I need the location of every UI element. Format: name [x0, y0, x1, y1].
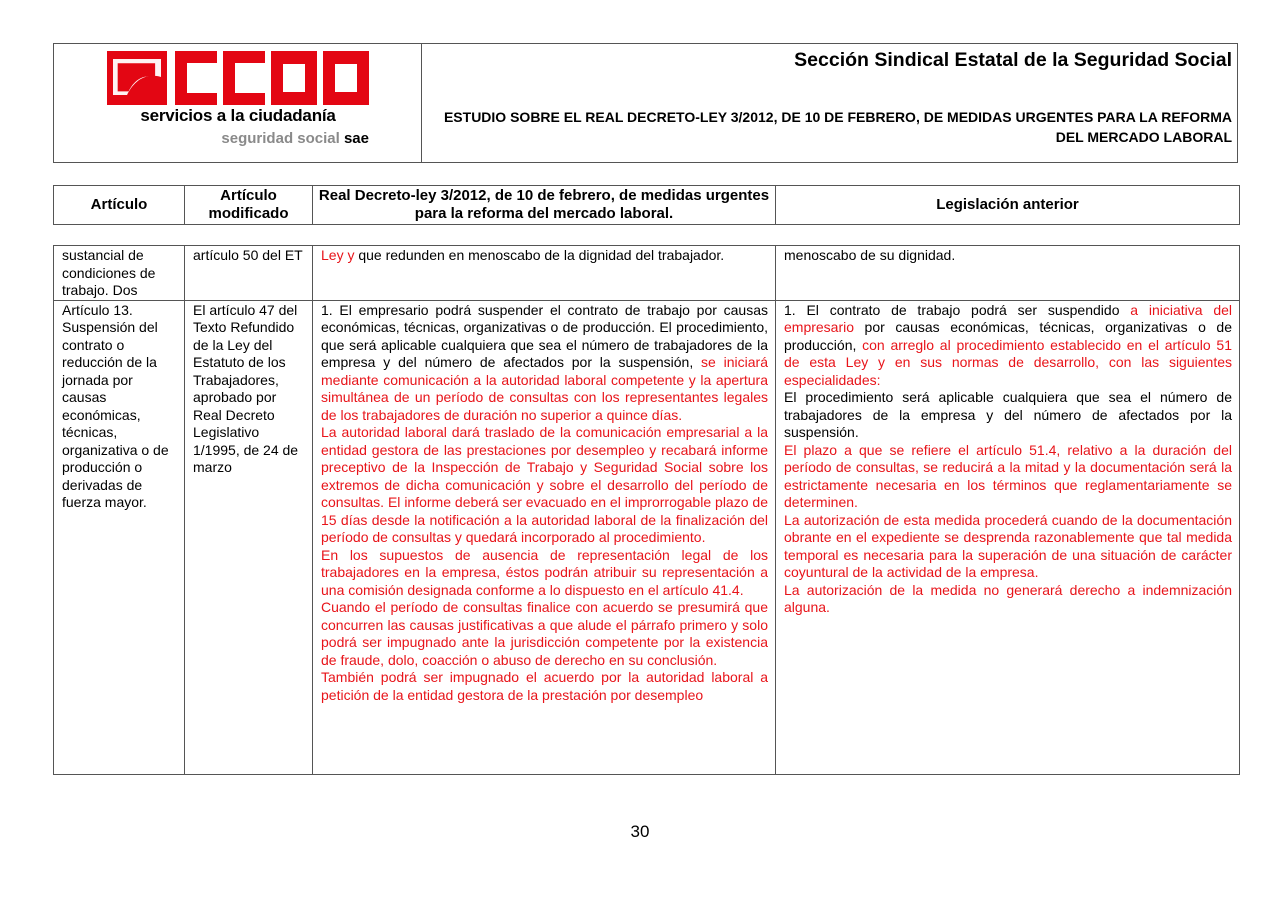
cell-rdl — [313, 300, 776, 774]
header-articulo-modificado: Artículo modificado — [185, 186, 313, 225]
logo-cell — [54, 44, 422, 162]
rdl-paragraph: 1. El empresario podrá suspender el contrato de trabajo por causas económicas, técnicas, organizativas o de producción. El procedimiento, que será aplicable cualquiera que sea el número de trabajadores de la empresa y del número de afectados por la suspensión, se iniciará mediante comunicación a la autoridad laboral competente y la apertura simultánea de un período de consultas con los representantes legales de los trabajadores de duración no superior a quince días. — [321, 301, 768, 423]
table-row — [54, 300, 1240, 774]
rdl-paragraph: La autoridad laboral dará traslado de la comunicación empresarial a la entidad gestora de las prestaciones por desempleo y recabará informe preceptivo de la Inspección de Trabajo y Seguridad Social sobre los extremos de dicha comunicación y sobre el desarrollo del período de consultas. El informe deberá ser evacuado en el improrrogable plazo de 15 días desde la notificación a la autoridad laboral de la finalización del período de consultas y quedará incorporado al procedimiento. — [321, 424, 768, 545]
anterior-paragraph: El plazo a que se refiere el artículo 51.4, relativo a la duración del período de consultas, se reducirá a la mitad y la documentación será la estrictamente necesaria en los términos que reglamentariamente se determinen. — [784, 441, 1232, 510]
rdl-paragraph: También podrá ser impugnado el acuerdo por la autoridad laboral a petición de la entidad gestora de la prestación por desempleo — [321, 669, 768, 703]
header-legislacion-anterior: Legislación anterior — [776, 186, 1240, 225]
rdl-paragraph: Cuando el período de consultas finalice con acuerdo se presumirá que concurren las causas justificativas a que alude el párrafo primero y solo podrá ser impugnado ante la jurisdicción competente por la existencia de fraude, dolo, coacción o abuso de derecho en su conclusión. — [321, 599, 768, 668]
document-header — [53, 43, 1238, 163]
header-articulo: Artículo — [54, 186, 185, 225]
cell-anterior: menoscabo de su dignidad. — [776, 246, 1240, 301]
cell-anterior — [776, 300, 1240, 774]
table-row — [54, 246, 1240, 301]
logo-tagline: servicios a la ciudadanía — [140, 106, 336, 125]
anterior-paragraph: El procedimiento será aplicable cualquiera que sea el número de trabajadores de la empresa y del número de afectados por la suspensión. — [784, 389, 1232, 440]
title-cell — [422, 44, 1237, 162]
rdl-paragraph: En los supuestos de ausencia de representación legal de los trabajadores en la empresa, éstos podrán atribuir su representación a una comisión designada conforme a lo dispuesto en el artículo 41.4. — [321, 546, 768, 598]
page-number: 30 — [630, 822, 650, 841]
cell-articulo: sustancial de condiciones de trabajo. Dos — [54, 246, 185, 301]
ccoo-logo-icon — [107, 51, 369, 105]
cell-modificado: El artículo 47 del Texto Refundido de la Ley del Estatuto de los Trabajadores, aprobado por Real Decreto Legislativo 1/1995, de 24 de marzo — [185, 300, 313, 774]
anterior-paragraph: La autorización de esta medida procederá cuando de la documentación obrante en el expediente se desprenda razonablemente que tal medida temporal es necesaria para la superación de una situación de carácter coyuntural de la actividad de la empresa. — [784, 511, 1232, 580]
section-title: Sección Sindical Estatal de la Seguridad Social — [794, 49, 1232, 71]
cell-modificado: artículo 50 del ET — [185, 246, 313, 301]
logo-subtagline: seguridad social sae — [221, 130, 369, 147]
header-rdl: Real Decreto-ley 3/2012, de 10 de febrero, de medidas urgentes para la reforma del mercado laboral. — [313, 186, 776, 225]
study-title: ESTUDIO SOBRE EL REAL DECRETO-LEY 3/2012, DE 10 DE FEBRERO, DE MEDIDAS URGENTES PARA LA REFORMA DEL MERCADO LABORAL — [443, 109, 1232, 145]
column-header-table — [53, 185, 1240, 225]
comparison-table — [53, 245, 1240, 775]
anterior-paragraph: La autorización de la medida no generará derecho a indemnización alguna. — [784, 581, 1232, 615]
cell-rdl: Ley y que redunden en menoscabo de la dignidad del trabajador. — [313, 246, 776, 301]
anterior-paragraph: 1. El contrato de trabajo podrá ser suspendido a iniciativa del empresario por causas económicas, técnicas, organizativas o de producción, con arreglo al procedimiento establecido en el artículo 51 de esta Ley y en sus normas de desarrollo, con las siguientes especialidades: — [784, 301, 1232, 388]
cell-articulo: Artículo 13. Suspensión del contrato o reducción de la jornada por causas económicas, técnicas, organizativa o de producción o derivadas de fuerza mayor. — [54, 300, 185, 774]
